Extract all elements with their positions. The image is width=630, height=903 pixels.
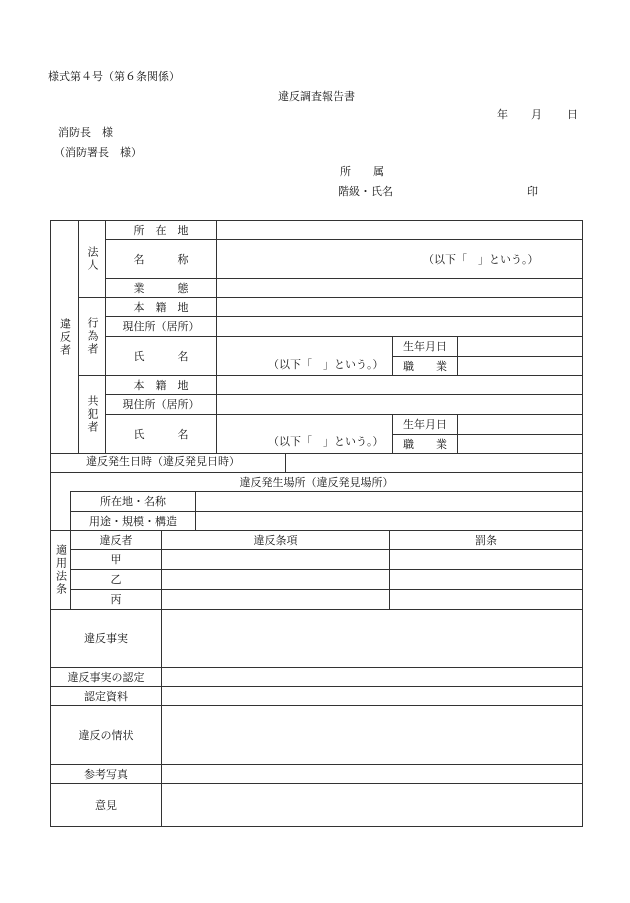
actor-birthdate-label: 生年月日 [403,340,447,353]
recognition-materials-label: 認定資料 [84,689,128,703]
actor-name-label: 氏 名 [133,349,189,363]
accomplice-name-label: 氏 名 [133,427,189,441]
corporation-name-suffix: （以下「 」という。） [423,253,539,266]
affiliation-label: 所 属 [340,165,384,178]
accomplice-domicile-label: 本 籍 地 [133,378,189,392]
place-use-scale-label: 用途・規模・構造 [89,514,177,528]
actor-group-label: 行為者 [86,317,99,356]
circumstances-label: 違反の情状 [78,728,134,742]
form-number: 様式第４号（第６条関係） [48,70,180,83]
corporation-name-label: 名 称 [133,252,189,266]
law-row-label: 丙 [110,593,122,606]
actor-address-label: 現住所（居所） [122,320,200,333]
accomplice-address-label: 現住所（居所） [122,398,200,411]
applicable-law-label: 適用法条 [54,544,68,596]
seal-mark: 印 [527,185,538,198]
law-row-label: 乙 [110,573,122,586]
accomplice-birthdate-label: 生年月日 [403,418,447,431]
law-col-article: 違反条項 [253,533,298,547]
date-year-label: 年 [497,108,508,121]
corporation-group-label: 法人 [86,246,99,272]
reference-photos-label: 参考写真 [84,767,128,781]
law-col-violator: 違反者 [99,533,133,547]
actor-occupation-label: 職 業 [403,359,447,373]
addressee-fire-chief: 消防長 様 [58,126,113,139]
actor-domicile-label: 本 籍 地 [133,300,189,314]
document-title: 違反調査報告書 [278,90,355,103]
accomplice-occupation-label: 職 業 [403,437,447,451]
accomplice-group-label: 共犯者 [86,395,99,434]
law-col-penalty: 罰条 [475,533,497,547]
date-month-label: 月 [531,108,542,121]
corporation-business-label: 業 態 [133,281,189,295]
occurrence-datetime-label: 違反発生日時（違反発見日時） [86,455,240,468]
date-day-label: 日 [567,108,578,121]
facts-recognition-label: 違反事実の認定 [67,670,145,684]
rank-name-label: 階級・氏名 [338,185,393,198]
law-row-label: 甲 [110,553,122,566]
opinion-label: 意見 [95,798,117,812]
accomplice-name-suffix: （以下「 」という。） [268,435,384,448]
facts-label: 違反事実 [84,632,128,645]
occurrence-place-label: 違反発生場所（違反発見場所） [239,475,394,489]
actor-name-suffix: （以下「 」という。） [268,358,384,371]
corporation-location-label: 所 在 地 [133,223,189,237]
place-location-name-label: 所在地・名称 [100,495,166,508]
addressee-station-chief: （消防署長 様） [54,146,142,159]
violator-group-label: 違反者 [58,317,72,357]
